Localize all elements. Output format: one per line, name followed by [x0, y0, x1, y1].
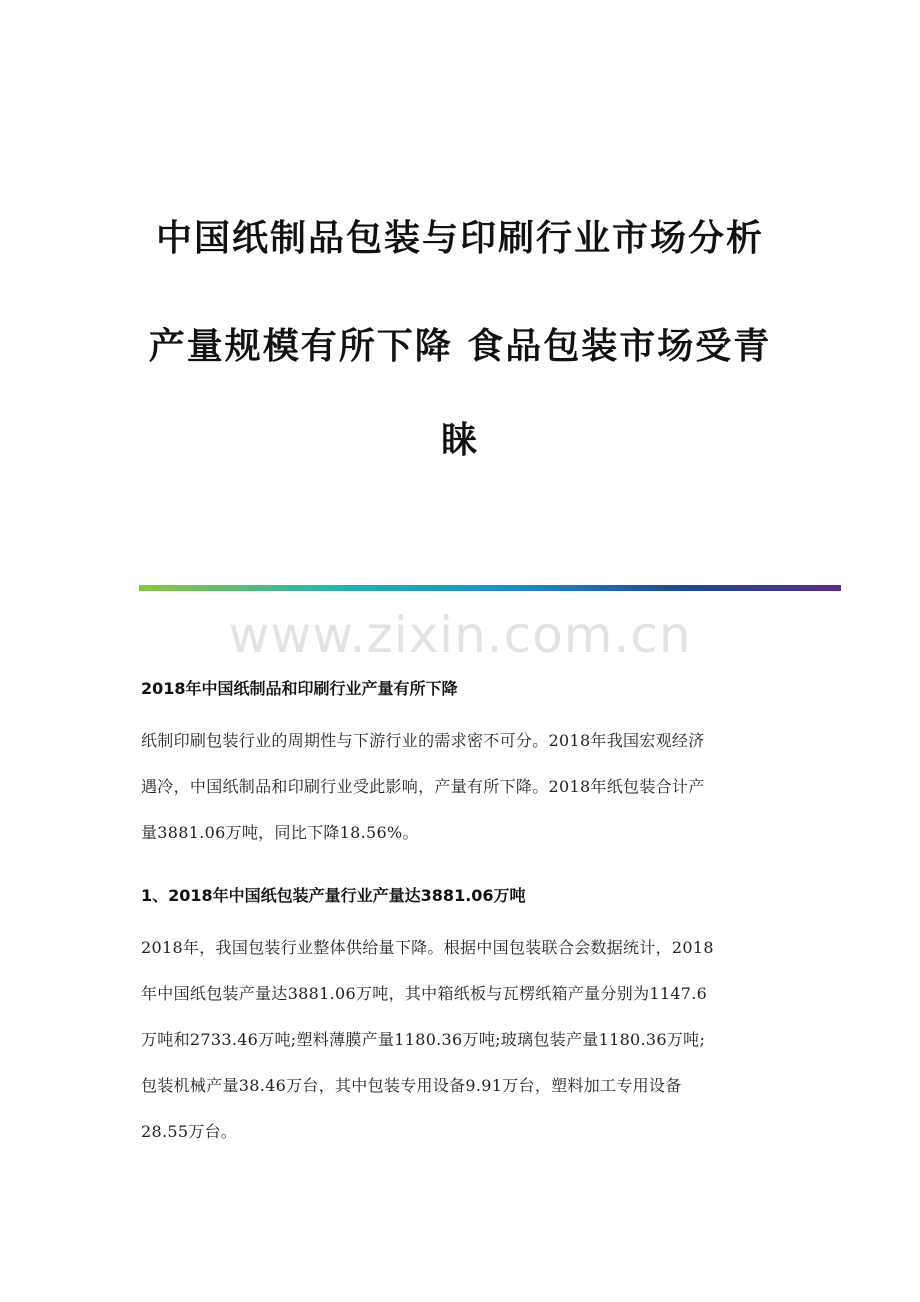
paragraph-line: 遇冷，中国纸制品和印刷行业受此影响，产量有所下降。2018年纸包装合计产	[141, 777, 705, 796]
title-line-1: 中国纸制品包装与印刷行业市场分析	[155, 218, 764, 259]
paragraph-line: 纸制印刷包装行业的周期性与下游行业的需求密不可分。2018年我国宏观经济	[141, 731, 705, 750]
title-line-2: 产量规模有所下降 食品包装市场受青	[148, 326, 772, 367]
paragraph-line: 量3881.06万吨，同比下降18.56%。	[141, 823, 419, 842]
title-line-3: 睐	[440, 420, 479, 461]
paragraph-line: 包装机械产量38.46万台，其中包装专用设备9.91万台，塑料加工专用设备	[141, 1076, 682, 1095]
gradient-divider	[139, 585, 841, 591]
paragraph-line: 年中国纸包装产量达3881.06万吨，其中箱纸板与瓦楞纸箱产量分别为1147.6	[141, 984, 708, 1003]
paragraph-line: 28.55万台。	[141, 1122, 238, 1141]
section-heading-1: 2018年中国纸制品和印刷行业产量有所下降	[141, 679, 458, 698]
paragraph-line: 万吨和2733.46万吨;塑料薄膜产量1180.36万吨;玻璃包装产量1180.36万吨;	[141, 1030, 706, 1049]
section-paragraph-2	[141, 925, 781, 1155]
paragraph-line: 2018年，我国包装行业整体供给量下降。根据中国包装联合会数据统计，2018	[141, 938, 714, 957]
watermark: www.zixin.com.cn	[228, 606, 692, 664]
section-paragraph-1	[141, 718, 781, 856]
section-heading-2: 1、2018年中国纸包装产量行业产量达3881.06万吨	[141, 886, 526, 905]
